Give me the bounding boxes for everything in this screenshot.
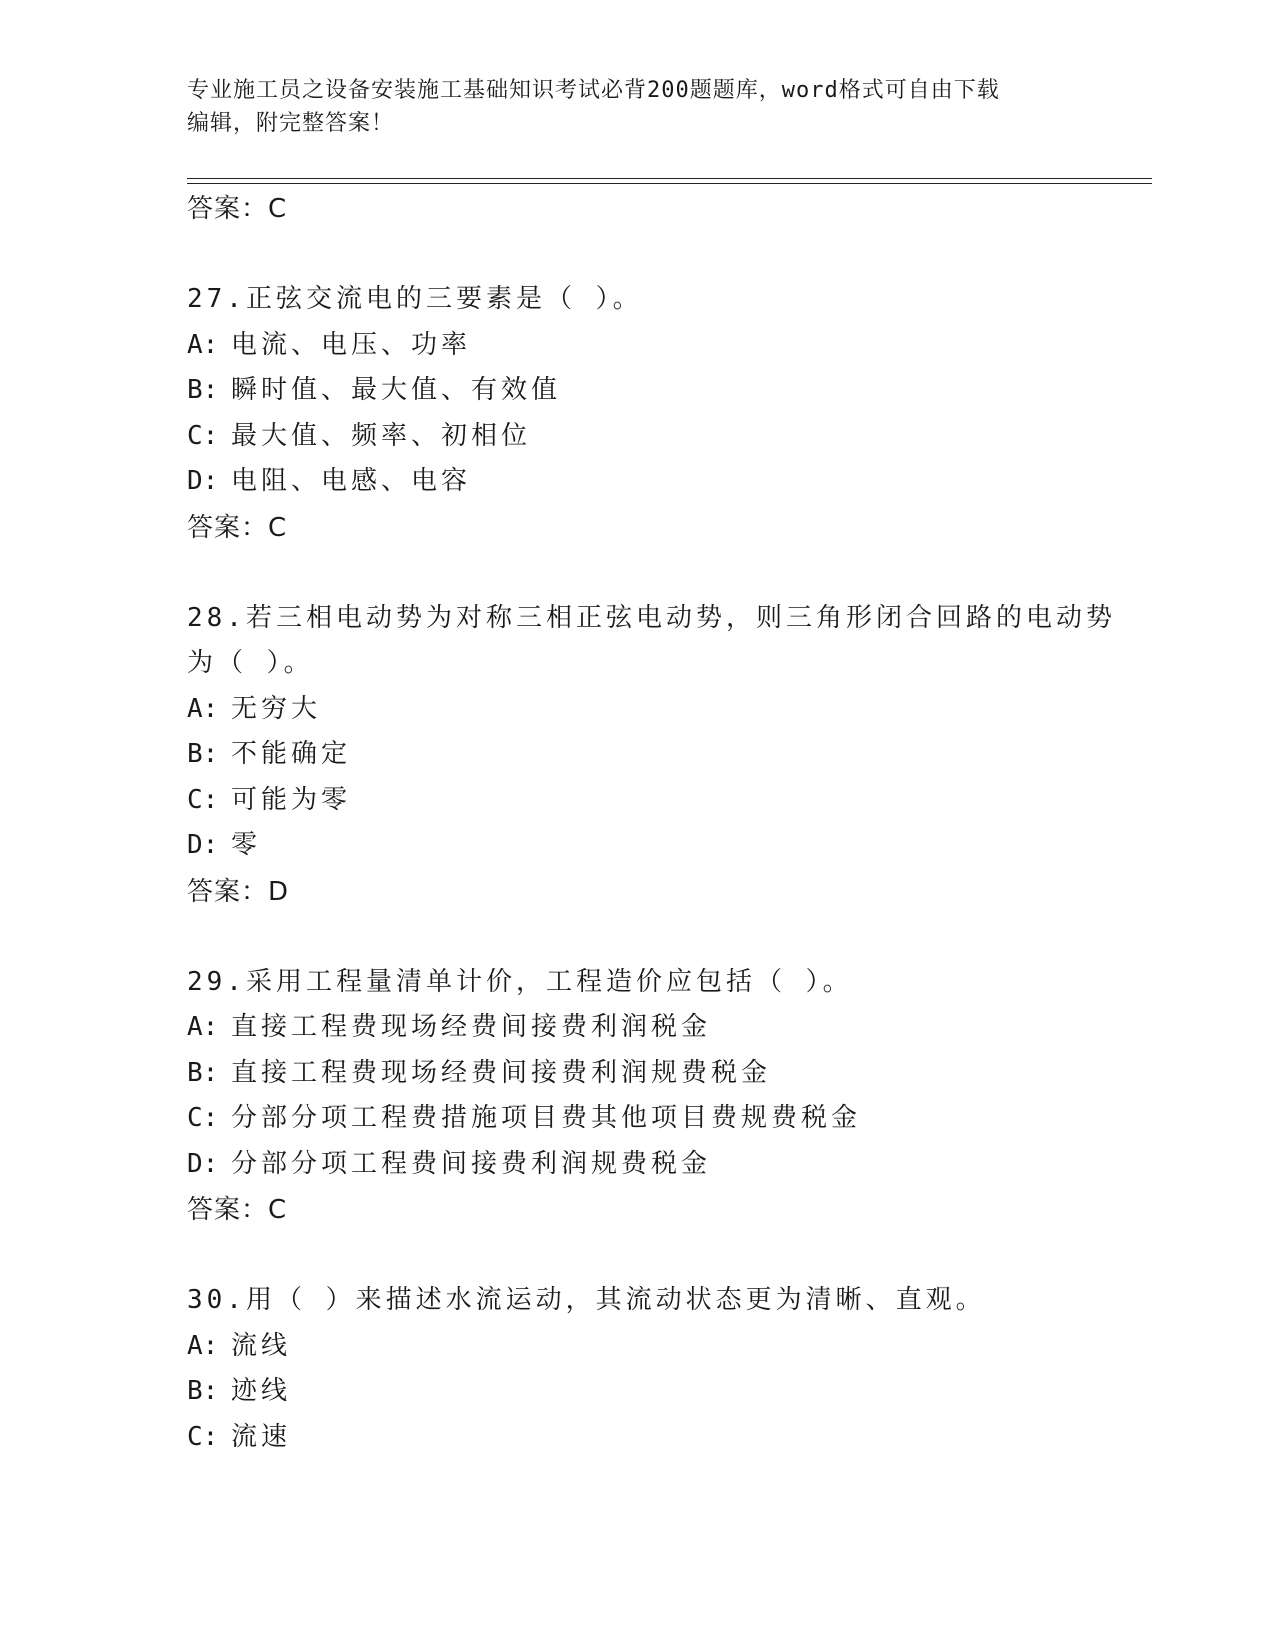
previous-answer: 答案：C	[187, 194, 288, 224]
question-stem: 27.正弦交流电的三要素是（ ）。	[187, 284, 643, 314]
option-text: 电流、电压、功率	[231, 329, 472, 360]
question-stem: 30.用（ ）来描述水流运动，其流动状态更为清晰、直观。	[187, 1285, 986, 1315]
option-label: B:	[187, 1057, 219, 1088]
answer-line: 答案：C	[187, 1195, 288, 1225]
option-label: B:	[187, 375, 219, 405]
option-a	[187, 687, 1107, 733]
option-b	[187, 368, 1107, 414]
question-list	[187, 186, 1116, 1460]
option-d	[187, 1142, 1107, 1188]
option-text: 电阻、电感、电容	[231, 466, 472, 496]
option-label: D:	[187, 466, 219, 496]
option-label: D:	[187, 1148, 219, 1179]
option-label: A:	[187, 1330, 219, 1361]
option-label: D:	[187, 830, 219, 860]
document-header	[187, 74, 1087, 140]
option-text: 分部分项工程费措施项目费其他项目费规费税金	[231, 1103, 862, 1133]
option-text: 流速	[231, 1421, 292, 1452]
answer-line: 答案：D	[187, 876, 290, 907]
header-line-2: 编辑，附完整答案！	[187, 111, 395, 136]
answer-line: 答案：C	[187, 512, 288, 543]
option-c	[187, 1415, 1107, 1461]
spacer	[187, 551, 1107, 596]
option-text: 直接工程费现场经费间接费利润规费税金	[231, 1057, 772, 1088]
spacer	[187, 915, 1107, 960]
question-29	[187, 960, 1107, 1234]
spacer	[187, 1233, 1107, 1278]
question-30	[187, 1278, 1107, 1460]
option-b	[187, 732, 1107, 778]
option-text: 流线	[231, 1330, 292, 1361]
option-d	[187, 823, 1107, 869]
option-label: B:	[187, 739, 219, 769]
question-27	[187, 277, 1107, 551]
option-text: 最大值、频率、初相位	[231, 420, 532, 451]
option-b	[187, 1369, 1107, 1415]
option-text: 分部分项工程费间接费利润规费税金	[231, 1148, 712, 1179]
header-rule-top	[187, 178, 1152, 179]
option-label: A:	[187, 329, 219, 360]
option-text: 可能为零	[231, 784, 352, 815]
option-c	[187, 1096, 1107, 1142]
option-a	[187, 1005, 1107, 1051]
option-b	[187, 1051, 1107, 1097]
header-line-1: 专业施工员之设备安装施工基础知识考试必背200题题库，word格式可自由下载	[187, 78, 1000, 103]
question-stem: 29.采用工程量清单计价，工程造价应包括（ ）。	[187, 966, 853, 997]
option-text: 零	[231, 830, 262, 860]
option-text: 瞬时值、最大值、有效值	[231, 375, 562, 405]
option-text: 直接工程费现场经费间接费利润税金	[231, 1012, 712, 1042]
option-a	[187, 323, 1107, 369]
option-label: C:	[187, 1421, 219, 1452]
option-c	[187, 778, 1107, 824]
option-label: C:	[187, 784, 219, 815]
option-text: 迹线	[231, 1376, 292, 1406]
question-stem-continued: 为（ ）。	[187, 648, 314, 678]
option-label: A:	[187, 1012, 219, 1042]
option-c	[187, 414, 1107, 460]
option-text: 不能确定	[231, 739, 352, 769]
question-stem: 28.若三相电动势为对称三相正弦电动势，则三角形闭合回路的电动势	[187, 602, 1116, 633]
header-rule-bottom	[187, 183, 1152, 184]
spacer	[187, 232, 1107, 277]
option-label: A:	[187, 693, 219, 724]
option-label: C:	[187, 420, 219, 451]
question-28	[187, 596, 1116, 915]
option-a	[187, 1324, 1107, 1370]
option-label: B:	[187, 1376, 219, 1406]
option-d	[187, 459, 1107, 505]
option-text: 无穷大	[231, 693, 322, 724]
option-label: C:	[187, 1103, 219, 1133]
